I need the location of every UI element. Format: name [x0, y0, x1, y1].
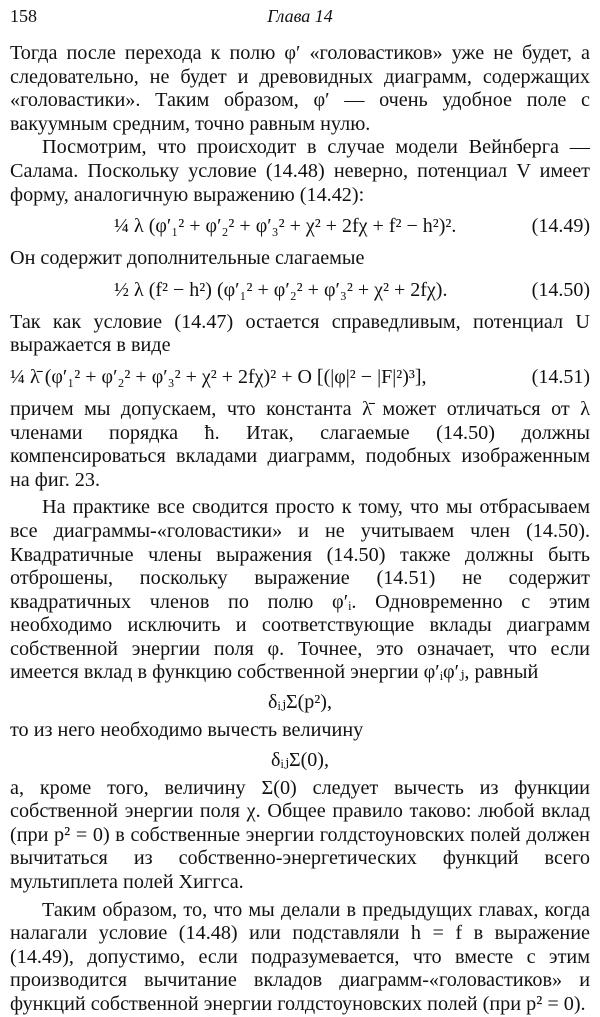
- page-number: 158: [10, 6, 37, 26]
- paragraph-5: причем мы допускаем, что константа λ̄ может отличаться от λ членами порядка ħ. Итак, слагаемые (14.50) должны компенсироваться вкладами диаграмм, подобных изображенным на фиг. 23.: [10, 397, 590, 491]
- page-body: [10, 42, 590, 1017]
- running-title: Глава 14: [267, 6, 333, 26]
- page-header: [10, 6, 590, 32]
- paragraph-3: Он содержит дополнительные слагаемые: [10, 247, 365, 270]
- paragraph-1: Тогда после перехода к полю φ′ «головастиков» уже не будет, а следовательно, не будет и древовидных диаграмм, содержащих «головастики». Таким образом, φ′ — очень удобное поле с вакуумным средним, точно равным нулю.: [10, 42, 590, 135]
- equation-14-49-number: (14.49): [531, 215, 590, 238]
- paragraph-6: На практике все сводится просто к тому, что мы отбрасываем все диаграммы-«головастики» и не учитываем член (14.50). Квадратичные члены выражения (14.50) также должны быть отброшены, поскольку выражение (14.51) не содержит квадратичных членов по полю φ′ᵢ. Одновременно с этим необходимо исключить и соответствующие вклады диаграмм собственной энергии поля φ. Точнее, это означает, что если имеется вклад в функцию собственной энергии φ′ᵢφ′ⱼ, равный: [10, 496, 590, 684]
- equation-self-energy: δᵢⱼΣ(p²),: [268, 691, 332, 714]
- paragraph-9: Таким образом, то, что мы делали в предыдущих главах, когда налагали условие (14.48) или подставляли h = f в выражение (14.49), допустимо, если подразумевается, что вместе с этим производится вычитание вкладов диаграмм-«головастиков» и функций собственной энергии голдстоуновских полей (при p² = 0).: [10, 898, 590, 1015]
- equation-14-49-formula: ¼ λ (φ′₁² + φ′₂² + φ′₃² + χ² + 2fχ + f² − h²)².: [114, 215, 457, 238]
- equation-14-49: [10, 207, 590, 247]
- paragraph-4: Так как условие (14.47) остается справедливым, потенциал U выражается в виде: [10, 310, 590, 357]
- equation-14-51-number: (14.51): [531, 365, 590, 388]
- equation-14-51: [10, 358, 590, 398]
- equation-14-50-formula: ½ λ (f² − h²) (φ′₁² + φ′₂² + φ′₃² + χ² + 2fχ).: [114, 278, 448, 301]
- equation-14-50: [10, 271, 590, 311]
- equation-14-50-number: (14.50): [531, 278, 590, 301]
- paragraph-8: а, кроме того, величину Σ(0) следует вычесть из функции собственной энергии поля χ. Общее правило таково: любой вклад (при p² = 0) в собственные энергии голдстоуновских полей должен вычитаться из собственно-энергетических функций всего мультиплета полей Хиггса.: [10, 776, 590, 894]
- paragraph-7: то из него необходимо вычесть величину: [10, 719, 364, 742]
- equation-subtraction: δᵢⱼΣ(0),: [271, 748, 329, 771]
- paragraph-2: Посмотрим, что происходит в случае модели Вейнберга — Салама. Поскольку условие (14.48) неверно, потенциал V имеет форму, аналогичную выражению (14.42):: [10, 136, 590, 206]
- equation-14-51-formula: ¼ λ̄ (φ′₁² + φ′₂² + φ′₃² + χ² + 2fχ)² + O [(|φ|² − |F|²)³],: [10, 365, 427, 388]
